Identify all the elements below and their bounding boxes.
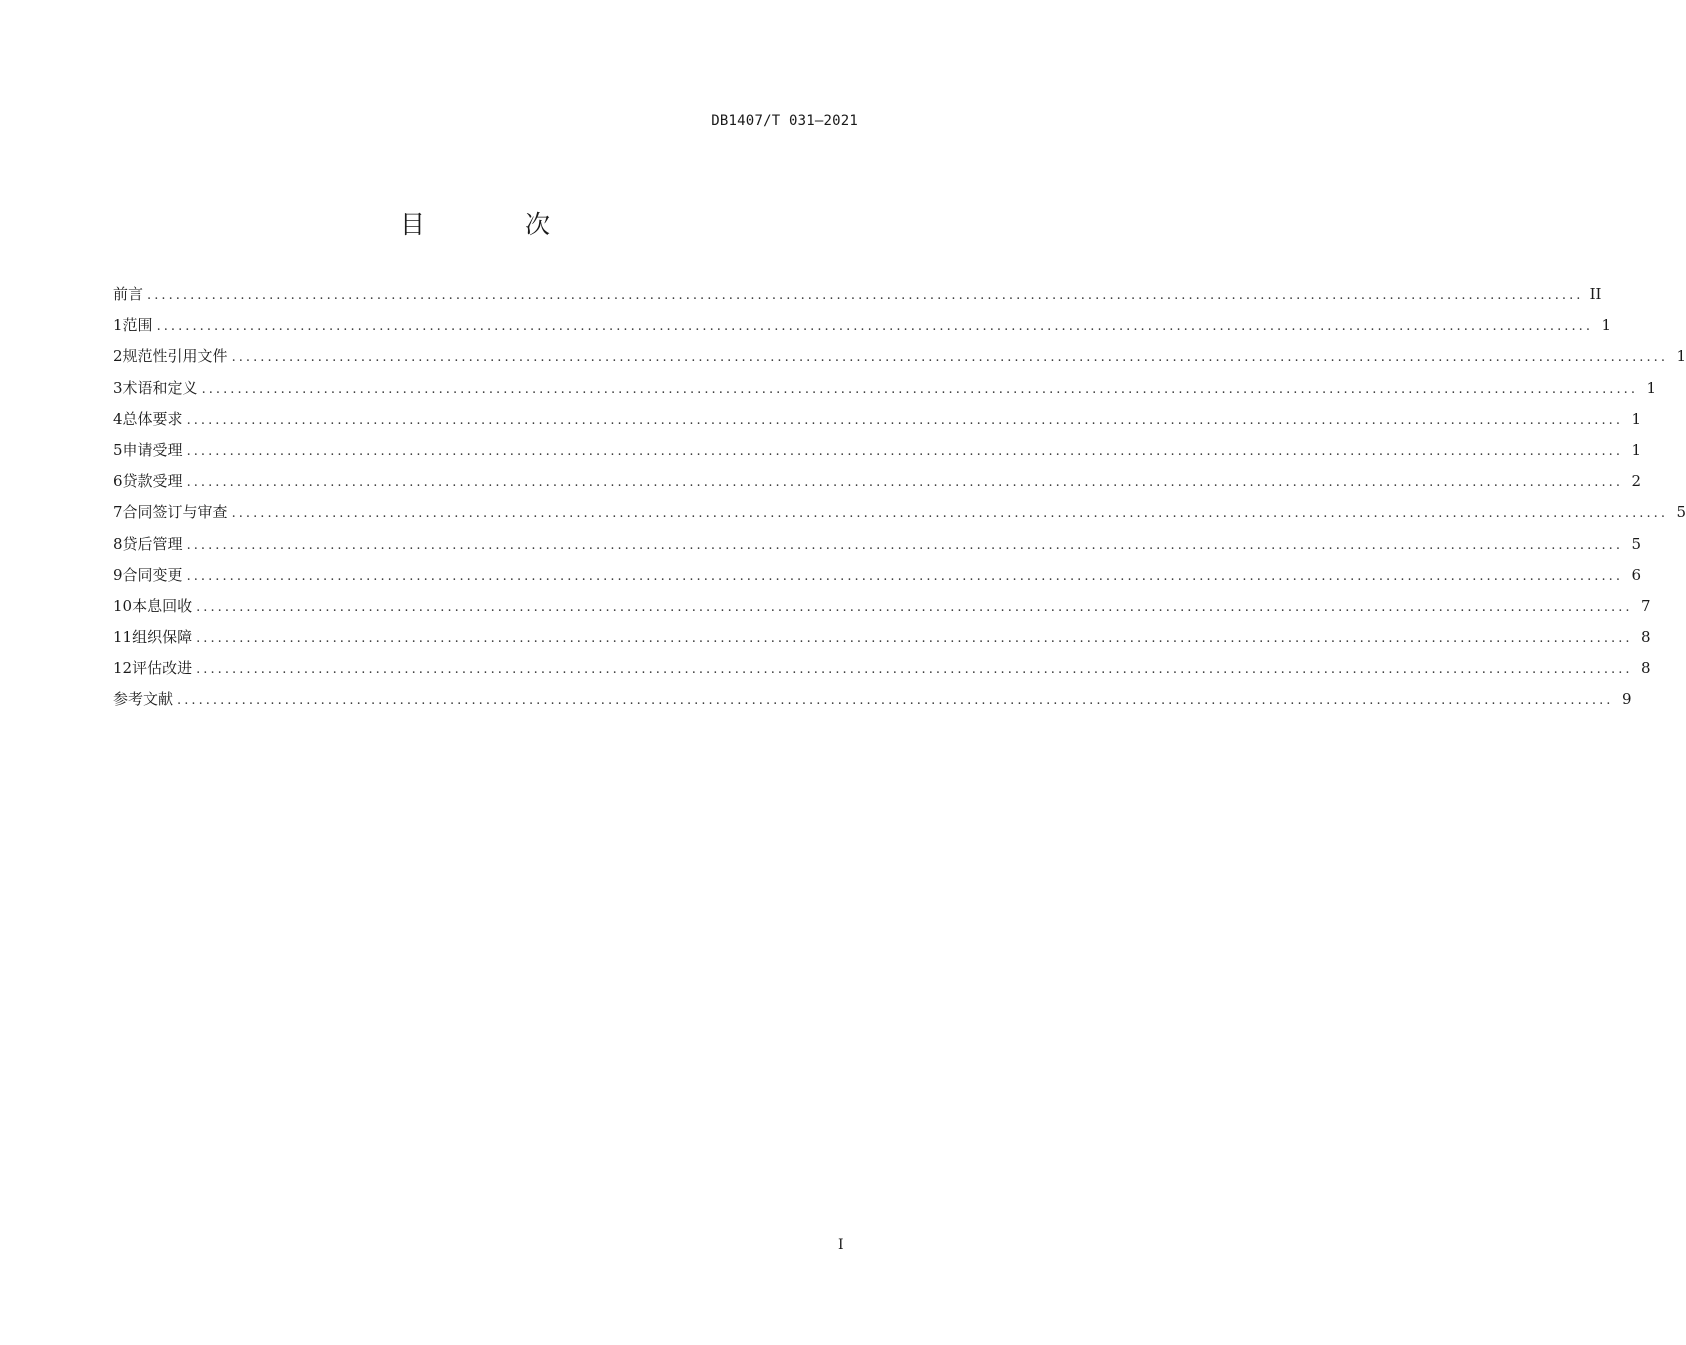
toc-entry[interactable] — [113, 657, 1651, 688]
toc-entry-number: 12 — [113, 659, 133, 678]
dot-leader: ........................................................................................................................................................................................................ — [196, 631, 1633, 647]
toc-entry[interactable] — [113, 439, 1642, 470]
toc-entry[interactable] — [113, 470, 1642, 501]
toc-entry-number: 2 — [113, 347, 123, 366]
toc-entry-label: 申请受理 — [122, 440, 183, 459]
toc-entry-label: 范围 — [122, 316, 153, 335]
toc-entry-label: 术语和定义 — [122, 378, 198, 397]
toc-title: 目 次 — [400, 210, 596, 239]
toc-entry-label: 合同变更 — [122, 565, 183, 584]
toc-entry-number: 5 — [113, 440, 123, 459]
toc-entry-page: 5 — [1676, 503, 1686, 522]
toc-entry-page: 1 — [1631, 409, 1642, 428]
toc-entry-label: 贷款受理 — [122, 472, 183, 491]
dot-leader: ........................................................................................................................................................................................................ — [201, 381, 1639, 397]
dot-leader: ........................................................................................................................................................................................................ — [147, 288, 1584, 303]
toc-entry-page: 8 — [1641, 659, 1651, 678]
toc-entry-label: 前言 — [113, 285, 144, 303]
toc-entry[interactable] — [113, 345, 1686, 376]
toc-entry-page: 1 — [1631, 440, 1642, 459]
toc-entry-label: 合同签订与审查 — [122, 503, 228, 522]
toc-entry[interactable] — [113, 283, 1602, 314]
dot-leader: ........................................................................................................................................................................................................ — [196, 599, 1633, 615]
toc-entry-number: 11 — [113, 628, 133, 647]
toc-entry[interactable] — [113, 408, 1642, 439]
toc-entry-page: 1 — [1676, 347, 1686, 366]
toc-entry[interactable] — [113, 595, 1651, 626]
toc-entry-label: 参考文献 — [113, 690, 174, 709]
dot-leader: ........................................................................................................................................................................................................ — [186, 568, 1624, 584]
table-of-contents — [113, 283, 1686, 720]
dot-leader: ........................................................................................................................................................................................................ — [156, 319, 1594, 335]
dot-leader: ........................................................................................................................................................................................................ — [231, 506, 1669, 522]
toc-entry-label: 贷后管理 — [122, 534, 183, 553]
dot-leader: ........................................................................................................................................................................................................ — [186, 443, 1624, 459]
toc-entry[interactable] — [113, 533, 1642, 564]
dot-leader: ........................................................................................................................................................................................................ — [177, 693, 1614, 709]
toc-entry[interactable] — [113, 314, 1612, 345]
toc-entry-label: 总体要求 — [122, 409, 183, 428]
toc-entry-number: 10 — [113, 596, 133, 615]
toc-entry-page: 6 — [1631, 565, 1642, 584]
toc-entry-number: 3 — [113, 378, 123, 397]
dot-leader: ........................................................................................................................................................................................................ — [186, 475, 1624, 491]
toc-entry-page: 1 — [1646, 378, 1657, 397]
toc-entry[interactable] — [113, 688, 1632, 719]
toc-entry-number: 1 — [113, 316, 123, 335]
page-number: I — [838, 1237, 844, 1253]
toc-entry-number: 7 — [113, 503, 123, 522]
toc-entry-number: 8 — [113, 534, 123, 553]
dot-leader: ........................................................................................................................................................................................................ — [231, 350, 1669, 366]
toc-entry-page: 8 — [1641, 628, 1651, 647]
dot-leader: ........................................................................................................................................................................................................ — [196, 662, 1633, 678]
toc-entry-number: 9 — [113, 565, 123, 584]
toc-entry[interactable] — [113, 626, 1651, 657]
toc-entry[interactable] — [113, 377, 1657, 408]
dot-leader: ........................................................................................................................................................................................................ — [186, 537, 1624, 553]
toc-entry-number: 6 — [113, 472, 123, 491]
toc-entry-label: 评估改进 — [132, 659, 193, 678]
dot-leader: ........................................................................................................................................................................................................ — [186, 412, 1624, 428]
toc-entry[interactable] — [113, 501, 1686, 532]
toc-entry-label: 规范性引用文件 — [122, 347, 228, 366]
toc-entry-label: 组织保障 — [132, 628, 193, 647]
toc-entry-page: II — [1589, 285, 1602, 303]
toc-entry-label: 本息回收 — [132, 596, 193, 615]
toc-entry[interactable] — [113, 564, 1642, 595]
toc-entry-page: 7 — [1641, 596, 1651, 615]
toc-entry-page: 9 — [1621, 690, 1632, 709]
document-code: DB1407/T 031—2021 — [711, 113, 858, 129]
toc-entry-number: 4 — [113, 409, 123, 428]
toc-entry-page: 5 — [1631, 534, 1642, 553]
toc-entry-page: 1 — [1601, 316, 1612, 335]
toc-entry-page: 2 — [1631, 472, 1642, 491]
